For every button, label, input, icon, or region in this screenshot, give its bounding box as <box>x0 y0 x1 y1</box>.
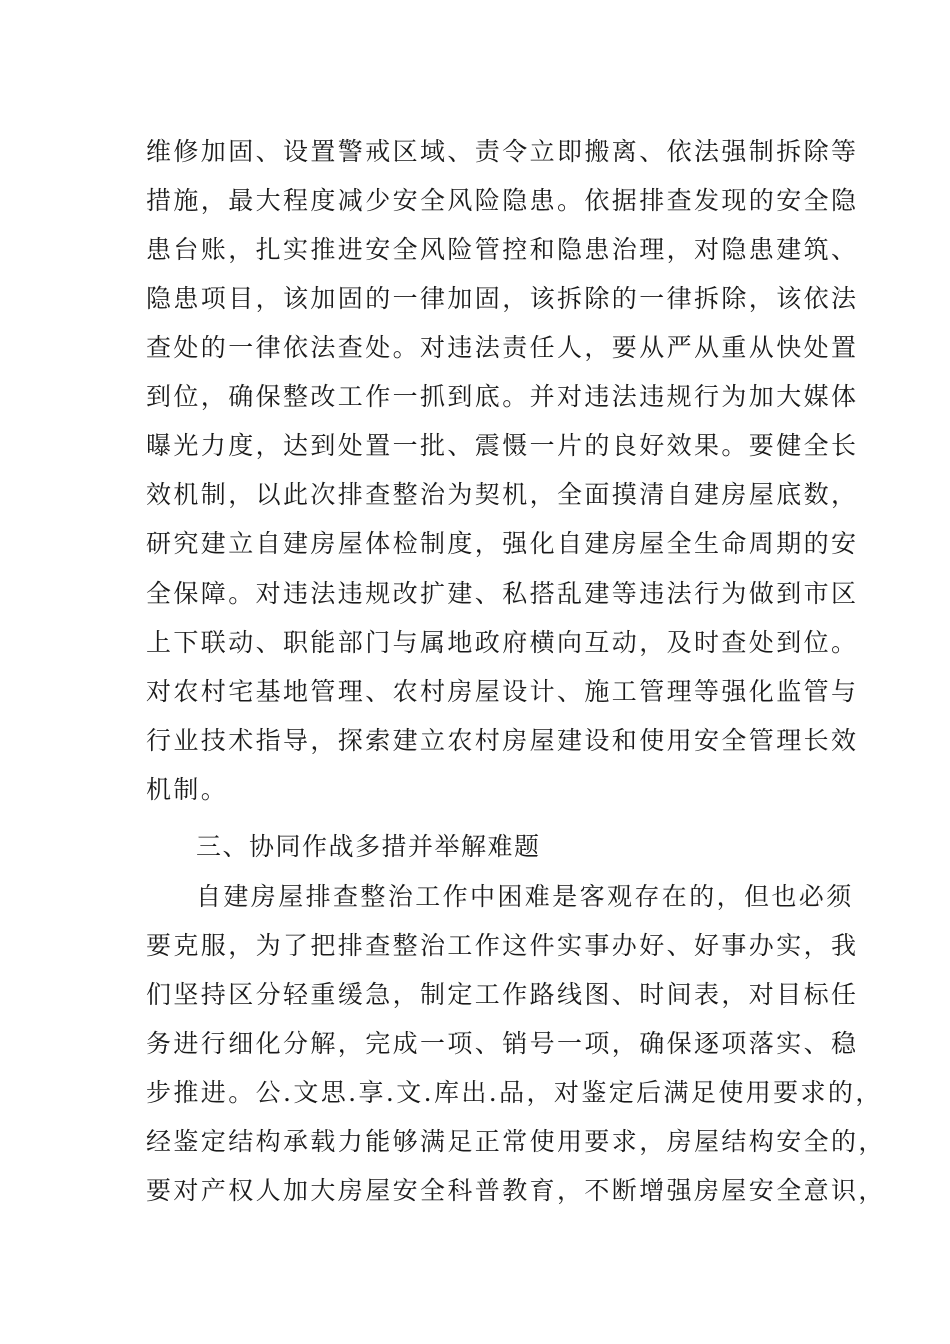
paragraph-1-line-7: 曝光力度，达到处置一批、震慑一片的良好效果。要健全长 <box>146 431 859 460</box>
paragraph-1-line-10: 全保障。对违法违规改扩建、私搭乱建等违法行为做到市区 <box>146 579 859 608</box>
paragraph-2-line-3: 们坚持区分轻重缓急，制定工作路线图、时间表，对目标任 <box>146 980 859 1009</box>
paragraph-2-line-1: 自建房屋排查整治工作中困难是客观存在的，但也必须 <box>196 882 854 911</box>
paragraph-1-line-13: 行业技术指导，探索建立农村房屋建设和使用安全管理长效 <box>146 726 859 755</box>
paragraph-1-line-11: 上下联动、职能部门与属地政府横向互动，及时查处到位。 <box>146 628 859 657</box>
paragraph-1-line-9: 研究建立自建房屋体检制度，强化自建房屋全生命周期的安 <box>146 529 859 558</box>
paragraph-1-line-14: 机制。 <box>146 775 229 804</box>
paragraph-2-line-6: 经鉴定结构承载力能够满足正常使用要求，房屋结构安全的， <box>146 1127 886 1156</box>
section-heading: 三、协同作战多措并举解难题 <box>196 832 541 861</box>
paragraph-1-line-4: 隐患项目，该加固的一律加固，该拆除的一律拆除，该依法 <box>146 284 859 313</box>
paragraph-2-line-4: 务进行细化分解，完成一项、销号一项，确保逐项落实、稳 <box>146 1029 859 1058</box>
paragraph-1-line-1: 维修加固、设置警戒区域、责令立即搬离、依法强制拆除等 <box>146 137 859 166</box>
paragraph-2-line-5: 步推进。公.文思.享.文.库出.品，对鉴定后满足使用要求的， <box>146 1078 883 1107</box>
paragraph-1-line-12: 对农村宅基地管理、农村房屋设计、施工管理等强化监管与 <box>146 677 859 706</box>
paragraph-1-line-5: 查处的一律依法查处。对违法责任人，要从严从重从快处置 <box>146 333 859 362</box>
paragraph-1-line-3: 患台账，扎实推进安全风险管控和隐患治理，对隐患建筑、 <box>146 235 859 264</box>
paragraph-1-line-6: 到位，确保整改工作一抓到底。并对违法违规行为加大媒体 <box>146 382 859 411</box>
paragraph-2-line-2: 要克服，为了把排查整治工作这件实事办好、好事办实，我 <box>146 931 859 960</box>
paragraph-1-line-2: 措施，最大程度减少安全风险隐患。依据排查发现的安全隐 <box>146 186 859 215</box>
paragraph-1-line-8: 效机制，以此次排查整治为契机，全面摸清自建房屋底数， <box>146 480 859 509</box>
paragraph-2-line-7: 要对产权人加大房屋安全科普教育，不断增强房屋安全意识， <box>146 1176 886 1205</box>
